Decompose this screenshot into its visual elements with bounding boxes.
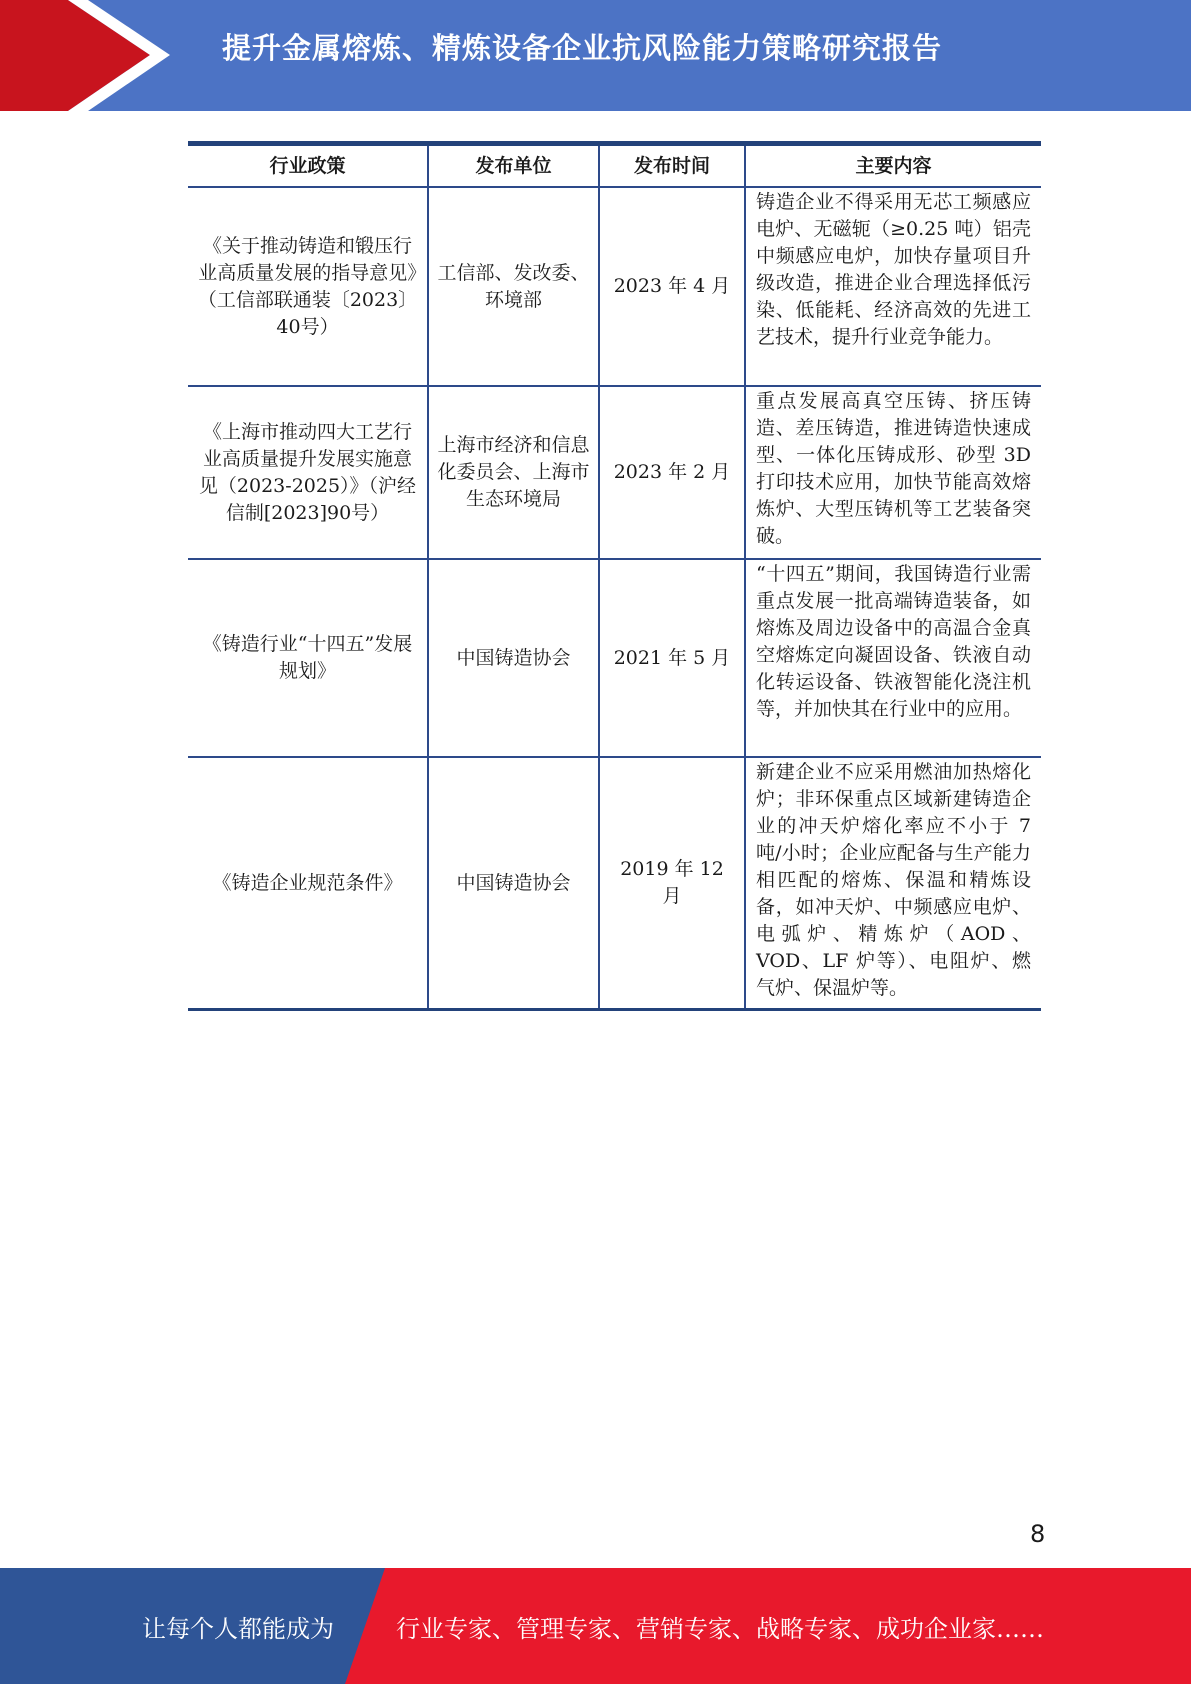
header-banner	[0, 0, 1191, 111]
date-cell: 2019 年 12 月	[599, 757, 745, 1010]
footer-slogan-right: 行业专家、管理专家、营销专家、战略专家、成功企业家……	[396, 1615, 1044, 1643]
content-cell: 新建企业不应采用燃油加热熔化炉；非环保重点区域新建铸造企业的冲天炉熔化率应不小于 7 吨/小时；企业应配备与生产能力相匹配的熔炼、保温和精炼设备，如冲天炉、中频感应电炉、电弧炉、精炼炉（AOD、VOD、LF 炉等）、电阻炉、燃气炉、保温炉等。	[745, 757, 1041, 1010]
column-header-policy: 行业政策	[188, 144, 428, 188]
issuer-cell: 中国铸造协会	[428, 559, 599, 757]
table-row	[188, 187, 1041, 386]
content-cell: 铸造企业不得采用无芯工频感应电炉、无磁轭（≥0.25 吨）铝壳中频感应电炉，加快存量项目升级改造，推进企业合理选择低污染、低能耗、经济高效的先进工艺技术，提升行业竞争能力。	[745, 187, 1041, 386]
table-row	[188, 559, 1041, 757]
policy-cell: 《关于推动铸造和锻压行业高质量发展的指导意见》（工信部联通装〔2023〕40号）	[188, 187, 428, 386]
column-header-issuer: 发布单位	[428, 144, 599, 188]
issuer-cell: 工信部、发改委、环境部	[428, 187, 599, 386]
content-cell: 重点发展高真空压铸、挤压铸造、差压铸造，推进铸造快速成型、一体化压铸成形、砂型 3D 打印技术应用，加快节能高效熔炼炉、大型压铸机等工艺装备突破。	[745, 386, 1041, 559]
content-cell: “十四五”期间，我国铸造行业需重点发展一批高端铸造装备，如熔炼及周边设备中的高温合金真空熔炼定向凝固设备、铁液自动化转运设备、铁液智能化浇注机等，并加快其在行业中的应用。	[745, 559, 1041, 757]
table-row	[188, 757, 1041, 1010]
table-row	[188, 386, 1041, 559]
policy-cell: 《上海市推动四大工艺行业高质量提升发展实施意见（2023-2025）》（沪经信制[2023]90号）	[188, 386, 428, 559]
footer-slogan-left: 让每个人都能成为	[142, 1615, 334, 1643]
policy-cell: 《铸造企业规范条件》	[188, 757, 428, 1010]
column-header-content: 主要内容	[745, 144, 1041, 188]
issuer-cell: 上海市经济和信息化委员会、上海市生态环境局	[428, 386, 599, 559]
issuer-cell: 中国铸造协会	[428, 757, 599, 1010]
date-cell: 2023 年 4 月	[599, 187, 745, 386]
policy-table	[188, 141, 1041, 1011]
date-cell: 2021 年 5 月	[599, 559, 745, 757]
table-header-row	[188, 144, 1041, 188]
date-cell: 2023 年 2 月	[599, 386, 745, 559]
policy-cell: 《铸造行业“十四五”发展规划》	[188, 559, 428, 757]
page-number: 8	[1030, 1520, 1046, 1548]
footer-banner	[0, 1568, 1191, 1684]
report-title: 提升金属熔炼、精炼设备企业抗风险能力策略研究报告	[222, 31, 943, 65]
column-header-date: 发布时间	[599, 144, 745, 188]
